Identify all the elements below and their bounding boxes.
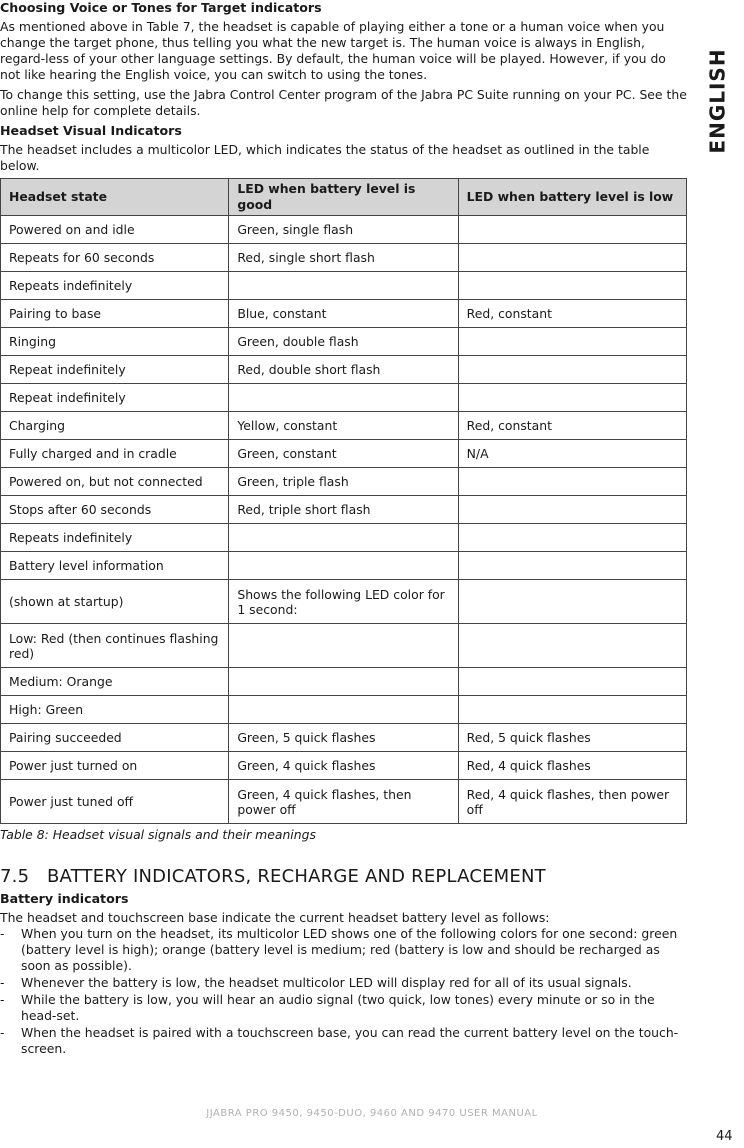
table-row xyxy=(1,300,687,328)
table-cell: Red, triple short flash xyxy=(229,496,458,524)
section-title xyxy=(0,865,690,889)
table-cell: Pairing to base xyxy=(1,300,229,328)
dash-marker: - xyxy=(0,926,5,941)
table-row xyxy=(1,468,687,496)
list-item xyxy=(0,992,690,1024)
list-item xyxy=(0,975,690,991)
table-cell: Red, double short flash xyxy=(229,356,458,384)
table-cell: Repeats indefinitely xyxy=(1,524,229,552)
table-cell: N/A xyxy=(458,440,686,468)
table-row xyxy=(1,412,687,440)
table-cell: Green, 4 quick flashes xyxy=(229,752,458,780)
table-cell xyxy=(458,328,686,356)
table-cell: Yellow, constant xyxy=(229,412,458,440)
table-row xyxy=(1,328,687,356)
table-row xyxy=(1,216,687,244)
table-row xyxy=(1,696,687,724)
table-cell: Green, single flash xyxy=(229,216,458,244)
table-cell: Green, 5 quick flashes xyxy=(229,724,458,752)
table-cell xyxy=(229,384,458,412)
table-cell: Red, constant xyxy=(458,300,686,328)
list-item-text: When you turn on the headset, its multicolor LED shows one of the following colors for one second: green (battery level is high); orange (battery level is medium; red (battery is low and should be recharged as soon as possible). xyxy=(21,926,678,973)
table-cell: Red, constant xyxy=(458,412,686,440)
header-headset-state: Headset state xyxy=(1,179,229,216)
table-cell: Repeat indefinitely xyxy=(1,384,229,412)
table-cell: (shown at startup) xyxy=(1,580,229,624)
table-cell xyxy=(458,696,686,724)
table-row xyxy=(1,440,687,468)
voice-tones-paragraph-2: To change this setting, use the Jabra Control Center program of the Jabra PC Suite running on your PC. See the online help for complete details. xyxy=(0,87,687,118)
dash-marker: - xyxy=(0,975,5,990)
table-cell: Green, 4 quick flashes, then power off xyxy=(229,780,458,824)
table-cell xyxy=(458,552,686,580)
table-cell xyxy=(458,356,686,384)
table-row xyxy=(1,752,687,780)
table-cell: Stops after 60 seconds xyxy=(1,496,229,524)
table-cell xyxy=(458,272,686,300)
table-cell: Red, single short flash xyxy=(229,244,458,272)
table-cell xyxy=(458,524,686,552)
table-row xyxy=(1,524,687,552)
list-item-text: Whenever the battery is low, the headset multicolor LED will display red for all of its usual signals. xyxy=(21,975,632,990)
table-cell xyxy=(458,580,686,624)
language-tab xyxy=(696,48,740,154)
table-cell: Power just tuned off xyxy=(1,780,229,824)
table-cell: Low: Red (then continues flashing red) xyxy=(1,624,229,668)
voice-tones-heading: Choosing Voice or Tones for Target indicators xyxy=(0,0,322,15)
table-cell: Charging xyxy=(1,412,229,440)
table-row xyxy=(1,552,687,580)
battery-intro: The headset and touchscreen base indicate the current headset battery level as follows: xyxy=(0,910,550,925)
table-cell: Red, 4 quick flashes, then power off xyxy=(458,780,686,824)
table-cell xyxy=(458,216,686,244)
table-cell: High: Green xyxy=(1,696,229,724)
list-item xyxy=(0,926,690,974)
header-led-good: LED when battery level is good xyxy=(229,179,458,216)
section-number: 7.5 xyxy=(0,866,30,887)
table-row xyxy=(1,580,687,624)
table-row xyxy=(1,272,687,300)
page-number: 44 xyxy=(716,1129,733,1144)
page-footer: JJABRA PRO 9450, 9450-DUO, 9460 AND 9470 USER MANUAL xyxy=(206,1108,538,1119)
table-cell xyxy=(458,624,686,668)
table-cell: Powered on, but not connected xyxy=(1,468,229,496)
table-row xyxy=(1,356,687,384)
table-cell: Fully charged and in cradle xyxy=(1,440,229,468)
language-tab-label: ENGLISH xyxy=(706,48,730,154)
visual-indicators-intro: The headset includes a multicolor LED, which indicates the status of the headset as outlined in the table below. xyxy=(0,142,650,173)
table-cell xyxy=(458,384,686,412)
table-row xyxy=(1,780,687,824)
table-cell xyxy=(229,272,458,300)
table-cell: Repeat indefinitely xyxy=(1,356,229,384)
table-cell: Red, 4 quick flashes xyxy=(458,752,686,780)
table-cell: Shows the following LED color for 1 second: xyxy=(229,580,458,624)
table-cell xyxy=(458,496,686,524)
table-cell: Blue, constant xyxy=(229,300,458,328)
section-title-text: BATTERY INDICATORS, RECHARGE AND REPLACEMENT xyxy=(47,866,546,887)
table-cell: Repeats for 60 seconds xyxy=(1,244,229,272)
table-cell: Repeats indefinitely xyxy=(1,272,229,300)
table-caption: Table 8: Headset visual signals and their meanings xyxy=(0,827,316,842)
list-item-text: While the battery is low, you will hear an audio signal (two quick, low tones) every minute or so in the head-set. xyxy=(21,992,655,1023)
list-item-text: When the headset is paired with a touchscreen base, you can read the current battery level on the touch-screen. xyxy=(21,1025,679,1056)
table-cell xyxy=(229,668,458,696)
table-row xyxy=(1,244,687,272)
list-item xyxy=(0,1025,690,1057)
table-row xyxy=(1,384,687,412)
led-table xyxy=(0,178,687,824)
voice-tones-paragraph-1: As mentioned above in Table 7, the headset is capable of playing either a tone or a human voice when you change the target phone, thus telling you what the new target is. The human voice is always in English, regard-less of your other language settings. By default, the human voice will be played. However, if you do not like hearing the English voice, you can switch to using the tones. xyxy=(0,19,666,82)
table-cell: Powered on and idle xyxy=(1,216,229,244)
table-cell: Battery level information xyxy=(1,552,229,580)
table-cell xyxy=(229,624,458,668)
table-header-row xyxy=(1,179,687,216)
table-cell xyxy=(229,524,458,552)
header-led-low: LED when battery level is low xyxy=(458,179,686,216)
table-row xyxy=(1,668,687,696)
table-cell: Pairing succeeded xyxy=(1,724,229,752)
table-cell: Power just turned on xyxy=(1,752,229,780)
table-cell: Green, double flash xyxy=(229,328,458,356)
table-row xyxy=(1,724,687,752)
battery-bullet-list xyxy=(0,926,690,1057)
table-cell xyxy=(458,468,686,496)
table-row xyxy=(1,624,687,668)
dash-marker: - xyxy=(0,992,5,1007)
table-cell: Green, constant xyxy=(229,440,458,468)
table-cell xyxy=(458,668,686,696)
table-cell xyxy=(229,696,458,724)
table-cell: Red, 5 quick flashes xyxy=(458,724,686,752)
table-cell: Ringing xyxy=(1,328,229,356)
table-cell xyxy=(458,244,686,272)
table-cell: Green, triple flash xyxy=(229,468,458,496)
table-cell xyxy=(229,552,458,580)
dash-marker: - xyxy=(0,1025,5,1040)
battery-indicators-heading: Battery indicators xyxy=(0,891,129,906)
table-row xyxy=(1,496,687,524)
visual-indicators-heading: Headset Visual Indicators xyxy=(0,123,182,138)
table-cell: Medium: Orange xyxy=(1,668,229,696)
